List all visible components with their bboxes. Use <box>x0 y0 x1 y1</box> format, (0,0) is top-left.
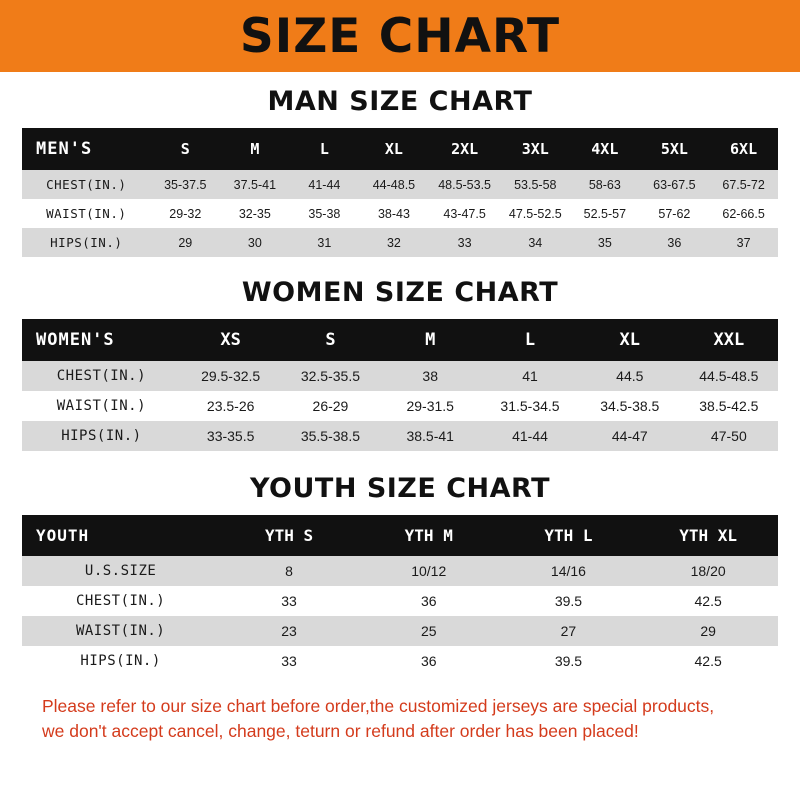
cell: 48.5-53.5 <box>429 170 501 199</box>
men-header-4xl: 4XL <box>570 128 640 170</box>
table-header-row <box>22 319 778 361</box>
cell: 23.5-26 <box>181 391 281 421</box>
cell: 38-43 <box>359 199 429 228</box>
cell: 63-67.5 <box>640 170 710 199</box>
cell: 34 <box>501 228 571 257</box>
cell: 23 <box>219 616 359 646</box>
cell: 29-32 <box>151 199 221 228</box>
cell: 35 <box>570 228 640 257</box>
cell: 39.5 <box>499 646 639 676</box>
women-header-l: L <box>480 319 580 361</box>
content <box>0 86 800 745</box>
notice-text <box>42 694 758 745</box>
youth-header-label: YOUTH <box>22 515 219 556</box>
row-label: WAIST(IN.) <box>22 199 151 228</box>
cell: 43-47.5 <box>429 199 501 228</box>
men-header-3xl: 3XL <box>501 128 571 170</box>
men-header-xl: XL <box>359 128 429 170</box>
cell: 41-44 <box>290 170 360 199</box>
table-row <box>22 170 778 199</box>
women-section-title: WOMEN SIZE CHART <box>241 277 559 308</box>
cell: 38 <box>380 361 480 391</box>
cell: 10/12 <box>359 556 499 586</box>
youth-header-l: YTH L <box>499 515 639 556</box>
cell: 29 <box>151 228 221 257</box>
cell: 53.5-58 <box>501 170 571 199</box>
table-header-row <box>22 128 778 170</box>
cell: 14/16 <box>499 556 639 586</box>
women-header-label: WOMEN'S <box>22 319 181 361</box>
row-label: HIPS(IN.) <box>22 228 151 257</box>
cell: 36 <box>359 646 499 676</box>
cell: 38.5-41 <box>380 421 480 451</box>
women-header-m: M <box>380 319 480 361</box>
cell: 39.5 <box>499 586 639 616</box>
cell: 38.5-42.5 <box>680 391 778 421</box>
page-title: SIZE CHART <box>239 8 561 64</box>
notice-line-1: Please refer to our size chart before order,the customized jerseys are special products, <box>42 696 715 716</box>
cell: 35.5-38.5 <box>281 421 381 451</box>
cell: 41-44 <box>480 421 580 451</box>
cell: 29.5-32.5 <box>181 361 281 391</box>
cell: 47.5-52.5 <box>501 199 571 228</box>
table-row <box>22 616 778 646</box>
cell: 27 <box>499 616 639 646</box>
men-header-m: M <box>220 128 290 170</box>
men-header-2xl: 2XL <box>429 128 501 170</box>
cell: 58-63 <box>570 170 640 199</box>
cell: 44.5 <box>580 361 680 391</box>
cell: 47-50 <box>680 421 778 451</box>
youth-header-s: YTH S <box>219 515 359 556</box>
cell: 33-35.5 <box>181 421 281 451</box>
cell: 25 <box>359 616 499 646</box>
cell: 36 <box>359 586 499 616</box>
row-label: HIPS(IN.) <box>22 646 219 676</box>
cell: 8 <box>219 556 359 586</box>
cell: 42.5 <box>638 646 778 676</box>
youth-section-title: YOUTH SIZE CHART <box>249 473 551 504</box>
table-row <box>22 199 778 228</box>
cell: 35-38 <box>290 199 360 228</box>
cell: 36 <box>640 228 710 257</box>
table-row <box>22 556 778 586</box>
cell: 33 <box>429 228 501 257</box>
cell: 44-47 <box>580 421 680 451</box>
table-row <box>22 586 778 616</box>
cell: 44.5-48.5 <box>680 361 778 391</box>
cell: 29 <box>638 616 778 646</box>
table-row <box>22 361 778 391</box>
cell: 57-62 <box>640 199 710 228</box>
row-label: CHEST(IN.) <box>22 170 151 199</box>
cell: 32-35 <box>220 199 290 228</box>
men-header-s: S <box>151 128 221 170</box>
cell: 32.5-35.5 <box>281 361 381 391</box>
table-header-row <box>22 515 778 556</box>
table-row <box>22 228 778 257</box>
cell: 42.5 <box>638 586 778 616</box>
notice-line-2: we don't accept cancel, change, teturn or refund after order has been placed! <box>42 721 639 742</box>
row-label: WAIST(IN.) <box>22 616 219 646</box>
table-row <box>22 646 778 676</box>
row-label: U.S.SIZE <box>22 556 219 586</box>
cell: 34.5-38.5 <box>580 391 680 421</box>
women-header-xs: XS <box>181 319 281 361</box>
banner <box>0 0 800 72</box>
cell: 35-37.5 <box>151 170 221 199</box>
cell: 37.5-41 <box>220 170 290 199</box>
youth-size-table <box>22 515 778 676</box>
men-header-label: MEN'S <box>22 128 151 170</box>
women-size-table <box>22 319 778 451</box>
women-header-s: S <box>281 319 381 361</box>
men-header-5xl: 5XL <box>640 128 710 170</box>
cell: 33 <box>219 646 359 676</box>
cell: 30 <box>220 228 290 257</box>
cell: 44-48.5 <box>359 170 429 199</box>
cell: 33 <box>219 586 359 616</box>
table-row <box>22 421 778 451</box>
youth-header-m: YTH M <box>359 515 499 556</box>
men-header-l: L <box>290 128 360 170</box>
women-header-xxl: XXL <box>680 319 778 361</box>
women-header-xl: XL <box>580 319 680 361</box>
row-label: HIPS(IN.) <box>22 421 181 451</box>
cell: 32 <box>359 228 429 257</box>
table-row <box>22 391 778 421</box>
cell: 31.5-34.5 <box>480 391 580 421</box>
men-size-table <box>22 128 778 257</box>
men-section-title: MAN SIZE CHART <box>267 86 533 117</box>
youth-header-xl: YTH XL <box>638 515 778 556</box>
cell: 26-29 <box>281 391 381 421</box>
cell: 41 <box>480 361 580 391</box>
row-label: WAIST(IN.) <box>22 391 181 421</box>
cell: 52.5-57 <box>570 199 640 228</box>
row-label: CHEST(IN.) <box>22 586 219 616</box>
cell: 37 <box>709 228 778 257</box>
cell: 31 <box>290 228 360 257</box>
cell: 62-66.5 <box>709 199 778 228</box>
cell: 18/20 <box>638 556 778 586</box>
cell: 29-31.5 <box>380 391 480 421</box>
cell: 67.5-72 <box>709 170 778 199</box>
row-label: CHEST(IN.) <box>22 361 181 391</box>
men-header-6xl: 6XL <box>709 128 778 170</box>
